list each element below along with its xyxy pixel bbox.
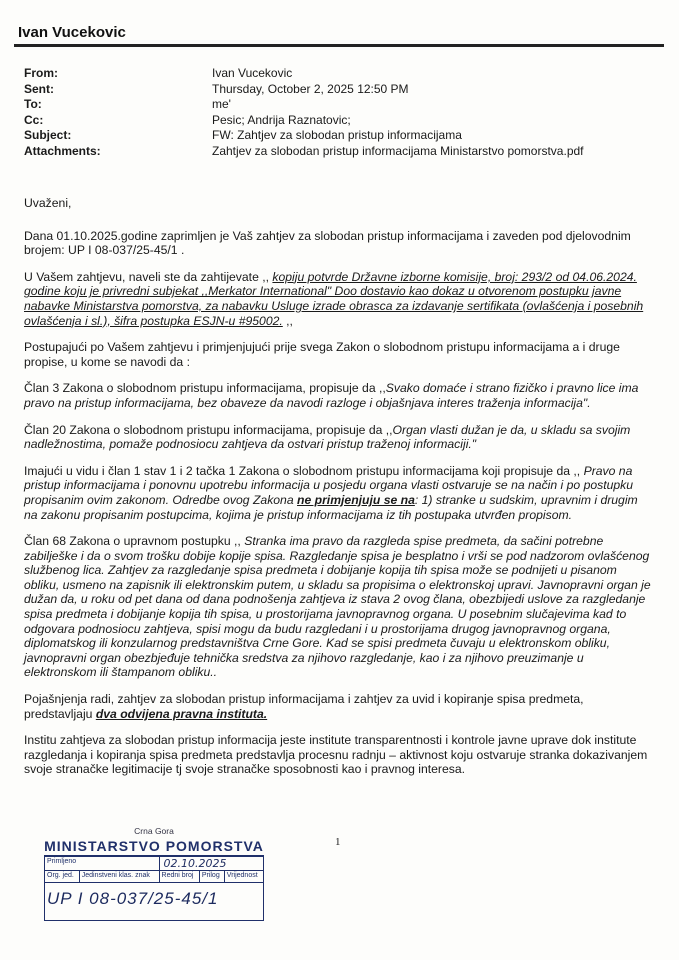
header-row-sent — [24, 82, 652, 98]
header-row-subject — [24, 128, 652, 144]
stamp-col: Jedinstveni klas. znak — [79, 871, 159, 883]
emphasis: ne primjenjuju se na — [297, 492, 415, 507]
heading-rule — [14, 44, 664, 47]
article-quote: Pravo na pristup informacijama i ponovnu upotrebu informacija u posjedu organa vlasti ostvaruje se na način i po postupku propisanim ovim zakonom. Odredbe ovog Zakona — [24, 463, 634, 507]
header-label: Cc: — [24, 112, 44, 127]
paragraph-institutes: Institu zahtjeva za slobodan pristup informacija jeste institute transparentnosti i kontrole javne uprave dok institute razgledanja i kopiranja spisa predmeta predstavlja procesnu radnju – aktivnost koju ostvaruje stranka dokazivanjem svoje stranačke legitimacije tj svoje stranačke sposobnosti kao i pravnog interesa. — [24, 733, 648, 777]
text: Imajući u vidu i član 1 stav 1 i 2 tačka 1 Zakona o slobodnom pristupu informacijama koji propisuje da ,, — [24, 463, 584, 478]
article-quote: Organ vlasti dužan je da, u skladu sa svojim nadležnostima, pomaže podnosiocu zahtjeva da ostvari pristup traženoj informaciji." — [24, 422, 631, 452]
stamp-col: Vrijednost — [224, 871, 263, 883]
header-value: Pesic; Andrija Raznatovic; — [212, 112, 351, 127]
article-quote: Stranka ima pravo da razgleda spise predmeta, da sačini potrebne zabilješke i da o svom trošku dobije kopije spisa. Razgledanje spisa je besplatno i vrši se pod nadzorom ovlašćenog službenog lica. Zahtjev za razgledanje spisa predmeta i dobijanje kopija tih spisa može se podnijeti u pisanom obliku, usmeno na zapisnik ili elektronskim putem, u skladu sa propisima o elektronskoj upravi. Javnopravni organ je dužan da, u roku od pet dana od dana podnošenja zahtjeva iz stava 2 ovog člana, obezbijedi uslove za razgledanje spisa predmeta i dobijanje kopija tih spisa, u prostorijama javnopravnog organa. U posebnim slučajevima kad to odgovara podnosiocu zahtjeva, spisi mogu da budu razgledani i u prostorijama drugog javnopravnog organa, diplomatskog ili konzularnog predstavništva Crne Gore. Kad se spisi predmeta čuvaju u elektronskom obliku, javnopravni organ obezbjeđuje tehnička sredstva za njihovo razgledanje, kao i za njihovo preuzimanje u elektronskom ili štampanom obliku.. — [24, 534, 651, 680]
stamp-country: Crna Gora — [134, 826, 174, 836]
request-quote: kopiju potvrde Državne izborne komisije, broj: 293/2 od 04.06.2024. godine koju je privredni subjekat ,,Merkator International" Doo dostavio kao dokaz u otvorenom postupku javne nabavke Ministarstva pomorstva, za nabavku Usluge izrade obrasca za izdavanje sertifikata (ovlašćenja i posebnih ovlašćenja i sl.), šifra postupka ESJN-u #95002. — [24, 269, 644, 328]
email-body — [24, 196, 652, 789]
stamp-table — [44, 856, 264, 921]
paragraph-article-1 — [24, 464, 652, 522]
header-row-cc — [24, 113, 652, 129]
header-row-attachments — [24, 144, 652, 160]
stamp-received-label: Primljeno — [45, 857, 160, 871]
header-value: Ivan Vucekovic — [212, 66, 293, 80]
paragraph-request — [24, 270, 652, 328]
text: Pojašnjenja radi, zahtjev za slobodan pristup informacijama i zahtjev za uvid i kopiranje spisa predmeta, predstavljaju — [24, 692, 584, 721]
paragraph-article-3 — [24, 381, 652, 410]
paragraph-article-20 — [24, 423, 652, 452]
header-value: Thursday, October 2, 2025 12:50 PM — [212, 81, 409, 96]
article-quote: : 1) stranke u sudskim, upravnim i drugim na zakonu propisanim postupcima, kojima je pristup informacijama iz tih postupaka utvrđen propisom. — [24, 492, 638, 522]
header-value: FW: Zahtjev za slobodan pristup informacijama — [212, 128, 462, 142]
stamp-ministry: MINISTARSTVO POMORSTVA — [44, 838, 264, 854]
emphasis: dva odvijena pravna instituta. — [95, 706, 268, 721]
header-label: Attachments: — [24, 143, 101, 158]
paragraph-article-68 — [24, 534, 652, 680]
stamp-col: Org. jed. — [45, 871, 80, 883]
paragraph-basis: Postupajući po Vašem zahtjevu i primjenjujući prije svega Zakon o slobodnom pristupu informacijama a i druge propise, u kome se navodi da : — [24, 340, 620, 369]
stamp-col: Prilog — [199, 871, 224, 883]
text: U Vašem zahtjevu, naveli ste da zahtijevate ,, — [24, 269, 273, 284]
greeting: Uvaženi, — [24, 196, 72, 210]
page-number: 1 — [335, 836, 341, 848]
attachment-link[interactable]: Zahtjev za slobodan pristup informacijama Ministarstvo pomorstva.pdf — [212, 143, 584, 158]
header-label: From: — [24, 66, 58, 80]
paragraph-received: Dana 01.10.2025.godine zaprimljen je Vaš zahtjev za slobodan pristup informacijama i zaveden pod djelovodnim brojem: UP I 08-037/25-45/1 . — [24, 228, 631, 258]
article-quote: Svako domaće i strano fizičko i pravno lice ima pravo na pristup informacijama, bez obaveze da navodi razloge i objašnjava interes traženja informacija". — [24, 381, 639, 410]
sender-name-heading: Ivan Vucekovic — [18, 24, 126, 41]
stamp-case-number: UP I 08-037/25-45/1 — [45, 883, 264, 921]
text: ,, — [282, 313, 293, 328]
paragraph-clarification — [24, 692, 652, 721]
ministry-stamp — [44, 826, 264, 921]
email-header-block — [24, 66, 652, 159]
header-row-from — [24, 66, 652, 82]
header-value: me' — [212, 97, 231, 111]
text: Član 68 Zakona o upravnom postupku ,, — [24, 534, 245, 549]
header-row-to — [24, 97, 652, 113]
text: Član 3 Zakona o slobodnom pristupu informacijama, propisuje da ,, — [24, 381, 386, 396]
stamp-col: Redni broj — [159, 871, 199, 883]
header-label: Sent: — [24, 81, 54, 96]
header-label: Subject: — [24, 128, 72, 142]
stamp-received-date: 02.10.2025 — [159, 857, 263, 871]
header-label: To: — [24, 97, 42, 111]
text: Član 20 Zakona o slobodnom pristupu informacijama, propisuje da ,, — [24, 422, 393, 437]
